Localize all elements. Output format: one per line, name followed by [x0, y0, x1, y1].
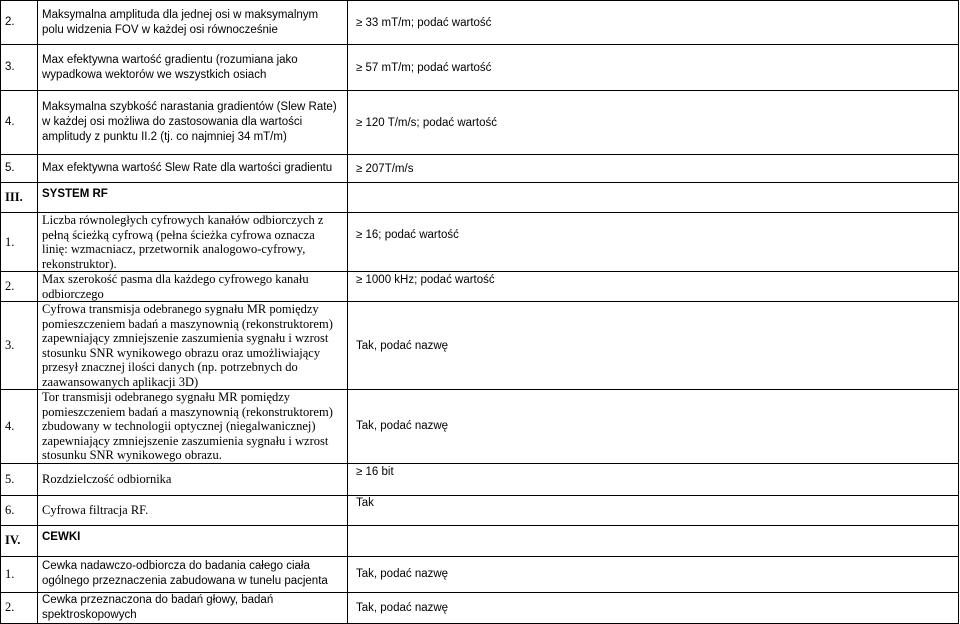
row-number: 3. [1, 302, 38, 390]
table-row [1, 213, 959, 272]
row-description: Tor transmisji odebranego sygnału MR pomiędzy pomieszczeniem badań a maszynownią (rekonstruktorem) zbudowany w technologii optycznej (niegalwanicznej) zapewniający zmniejszenie zaszumienia sygnału i wzrost stosunku SNR wynikowego obrazu. [38, 390, 348, 464]
row-description: Maksymalna amplituda dla jednej osi w maksymalnym polu widzenia FOV w każdej osi równocześnie [38, 1, 348, 45]
table-row [1, 463, 959, 495]
row-number: 4. [1, 390, 38, 464]
gte-icon: ≥ [356, 16, 363, 29]
section-title: SYSTEM RF [38, 183, 348, 213]
row-description: Cyfrowa transmisja odebranego sygnału MR pomiędzy pomieszczeniem badań a maszynownią (rekonstruktorem) zapewniający zmniejszenie zaszumienia sygnału i wzrost stosunku SNR wynikowego obrazu oraz umożliwiający przesył znacznej ilości danych (np. potrzebnych do zaawansowanych aplikacji 3D) [38, 302, 348, 390]
row-number: 1. [1, 556, 38, 592]
row-description: Rozdzielczość odbiornika [38, 463, 348, 495]
row-value: ≥ 1000 kHz; podać wartość [348, 272, 959, 302]
gte-icon: ≥ [356, 162, 363, 175]
section-header [1, 525, 959, 556]
row-number: 5. [1, 463, 38, 495]
row-description: Max efektywna wartość gradientu (rozumiana jako wypadkowa wektorów we wszystkich osiach [38, 45, 348, 91]
gte-icon: ≥ [356, 466, 363, 478]
section-title: CEWKI [38, 525, 348, 556]
row-value: Tak, podać nazwę [348, 302, 959, 390]
row-value: Tak [348, 495, 959, 525]
row-value: ≥ 16; podać wartość [348, 213, 959, 272]
row-value: ≥ 16 bit [348, 463, 959, 495]
row-number: 4. [1, 91, 38, 155]
row-value: Tak, podać nazwę [348, 592, 959, 623]
row-number: 2. [1, 1, 38, 45]
gte-icon: ≥ [356, 61, 363, 74]
table-row [1, 272, 959, 302]
table-row [1, 155, 959, 183]
section-number: III. [1, 183, 38, 213]
row-description: Cyfrowa filtracja RF. [38, 495, 348, 525]
table-row [1, 495, 959, 525]
table-row [1, 592, 959, 623]
table-row [1, 390, 959, 464]
row-description: Maksymalna szybkość narastania gradientów (Slew Rate) w każdej osi możliwa do zastosowania dla wartości amplitudy z punktu II.2 (tj. co najmniej 34 mT/m) [38, 91, 348, 155]
row-number: 5. [1, 155, 38, 183]
table-row [1, 556, 959, 592]
row-value: ≥ 120 T/m/s; podać wartość [348, 91, 959, 155]
table-row [1, 45, 959, 91]
row-value: ≥ 207T/m/s [348, 155, 959, 183]
row-description: Max efektywna wartość Slew Rate dla wartości gradientu [38, 155, 348, 183]
row-value: ≥ 57 mT/m; podać wartość [348, 45, 959, 91]
row-number: 3. [1, 45, 38, 91]
gte-icon: ≥ [356, 273, 363, 286]
table-row [1, 1, 959, 45]
row-value: ≥ 33 mT/m; podać wartość [348, 1, 959, 45]
row-value: Tak, podać nazwę [348, 556, 959, 592]
section-number: IV. [1, 525, 38, 556]
row-number: 2. [1, 592, 38, 623]
row-number: 2. [1, 272, 38, 302]
row-description: Cewka przeznaczona do badań głowy, badań spektroskopowych [38, 592, 348, 623]
row-description: Liczba równoległych cyfrowych kanałów odbiorczych z pełną ścieżką cyfrową (pełna ścieżka cyfrowa oznacza linię: wzmacniacz, przetwornik analogowo-cyfrowy, rekonstruktor). [38, 213, 348, 272]
gte-icon: ≥ [356, 116, 363, 129]
row-value: Tak, podać nazwę [348, 390, 959, 464]
gte-icon: ≥ [356, 229, 363, 241]
table-row [1, 302, 959, 390]
row-description: Max szerokość pasma dla każdego cyfrowego kanału odbiorczego [38, 272, 348, 302]
table-row [1, 91, 959, 155]
row-number: 1. [1, 213, 38, 272]
section-header [1, 183, 959, 213]
row-description: Cewka nadawczo-odbiorcza do badania całego ciała ogólnego przeznaczenia zabudowana w tunelu pacjenta [38, 556, 348, 592]
row-number: 6. [1, 495, 38, 525]
